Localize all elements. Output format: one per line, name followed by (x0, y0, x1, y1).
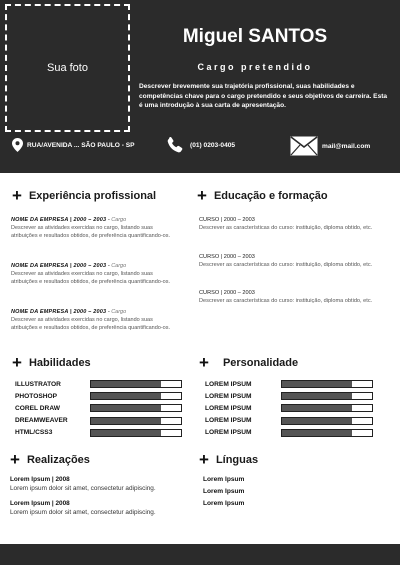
skill-level-bar (90, 429, 182, 437)
experience-description: Descrever as atividades exercidas no cargo, listando suas atribuições e resultados obtidos, de preferência quantificando-os. (11, 317, 170, 331)
skill-label: PHOTOSHOP (15, 392, 58, 400)
trait-label: LOREM IPSUM (205, 429, 252, 437)
contact-phone (166, 136, 235, 154)
email-text: mail@mail.com (322, 142, 371, 150)
level-fill (282, 381, 352, 387)
education-description: Descrever as características do curso: instituição, diploma obtido, etc. (199, 262, 373, 269)
skill-label: HTML/CSS3 (15, 429, 53, 437)
experience-item: NOME DA EMPRESA | 2000 – 2003 - Cargo Descrever as atividades exercidas no cargo, listando suas atribuições e resultados obtidos, de preferência quantificando-os. (11, 262, 176, 286)
experience-company: NOME DA EMPRESA | 2000 – 2003 (11, 217, 107, 223)
plus-icon: + (199, 450, 209, 469)
level-fill (91, 430, 161, 436)
plus-icon: + (197, 186, 207, 205)
trait-level-bar (281, 404, 373, 412)
section-title-personality (199, 354, 298, 371)
achievement-item (10, 475, 156, 493)
skill-row (15, 379, 182, 389)
phone-icon (166, 136, 184, 154)
plus-icon: + (199, 353, 209, 372)
candidate-name: Miguel SANTOS (182, 26, 328, 47)
trait-label: LOREM IPSUM (205, 417, 252, 425)
skill-level-bar (90, 392, 182, 400)
education-item (199, 289, 389, 306)
envelope-icon (290, 136, 318, 156)
address-text: RUA/AVENIDA ... SÃO PAULO - SP (27, 141, 135, 149)
language-item: Lorem Ipsum (203, 488, 245, 495)
level-fill (282, 393, 352, 399)
level-fill (91, 405, 161, 411)
contact-email (290, 136, 370, 156)
trait-level-bar (281, 417, 373, 425)
skill-row (15, 416, 182, 426)
contact-address (12, 138, 135, 152)
skill-level-bar (90, 404, 182, 412)
resume-footer (0, 544, 400, 565)
trait-level-bar (281, 380, 373, 388)
experience-company: NOME DA EMPRESA | 2000 – 2003 (11, 263, 107, 269)
trait-label: LOREM IPSUM (205, 380, 252, 388)
experience-item: NOME DA EMPRESA | 2000 – 2003 - Cargo Descrever as atividades exercidas no cargo, listando suas atribuições e resultados obtidos, de preferência quantificando-os. (11, 308, 176, 332)
photo-placeholder[interactable] (5, 4, 130, 132)
section-title-experience (12, 187, 156, 204)
skill-label: DREAMWEAVER (15, 417, 68, 425)
intro-text: Descrever brevemente sua trajetória profissional, suas habilidades e competências chave para o cargo pretendido e seus objetivos de carreira. Esta é uma introdução à sua carta de apresentação. (139, 83, 388, 110)
trait-row (205, 428, 373, 438)
achievement-description: Lorem ipsum dolor sit amet, consectetur adipiscing. (10, 509, 156, 516)
experience-description: Descrever as atividades exercidas no cargo, listando suas atribuições e resultados obtidos, de preferência quantificando-os. (11, 225, 170, 239)
level-fill (282, 418, 352, 424)
experience-item: NOME DA EMPRESA | 2000 – 2003 - Cargo Descrever as atividades exercidas no cargo, listando suas atribuições e resultados obtidos, de preferência quantificando-os. (11, 216, 176, 240)
education-item (199, 253, 389, 270)
achievement-description: Lorem ipsum dolor sit amet, consectetur adipiscing. (10, 485, 156, 492)
section-title-skills (12, 354, 91, 371)
skill-label: ILLUSTRATOR (15, 380, 61, 388)
skill-label: COREL DRAW (15, 404, 60, 412)
experience-description: Descrever as atividades exercidas no cargo, listando suas atribuições e resultados obtidos, de preferência quantificando-os. (11, 271, 170, 285)
skill-row (15, 428, 182, 438)
trait-level-bar (281, 392, 373, 400)
personality-title: Personalidade (222, 356, 299, 369)
education-description: Descrever as características do curso: instituição, diploma obtido, etc. (199, 298, 373, 305)
trait-row (205, 379, 373, 389)
plus-icon: + (12, 186, 22, 205)
section-title-achievements (10, 451, 90, 468)
achievement-title: Lorem Ipsum | 2008 (10, 476, 70, 483)
education-course: CURSO | 2000 – 2003 (199, 217, 255, 223)
phone-text: (01) 0203-0405 (190, 141, 236, 149)
resume-header (0, 0, 400, 173)
trait-row (205, 391, 373, 401)
education-title: Educação e formação (213, 189, 328, 202)
trait-label: LOREM IPSUM (205, 404, 252, 412)
trait-label: LOREM IPSUM (205, 392, 252, 400)
education-item (199, 216, 389, 233)
level-fill (282, 405, 352, 411)
trait-row (205, 416, 373, 426)
skill-level-bar (90, 380, 182, 388)
education-description: Descrever as características do curso: instituição, diploma obtido, etc. (199, 225, 373, 232)
photo-label: Sua foto (47, 62, 88, 74)
level-fill (91, 393, 161, 399)
skill-row (15, 403, 182, 413)
achievements-title: Realizações (26, 453, 90, 466)
section-title-education (197, 187, 328, 204)
experience-role: Cargo (111, 217, 127, 223)
level-fill (91, 381, 161, 387)
experience-role: Cargo (111, 263, 127, 269)
experience-company: NOME DA EMPRESA | 2000 – 2003 (11, 309, 107, 315)
experience-title: Experiência profissional (28, 189, 157, 202)
trait-row (205, 403, 373, 413)
level-fill (282, 430, 352, 436)
experience-role: Cargo (111, 309, 127, 315)
map-pin-icon (12, 138, 23, 152)
education-course: CURSO | 2000 – 2003 (199, 290, 255, 296)
target-role: Cargo pretendido (197, 62, 313, 72)
achievement-title: Lorem Ipsum | 2008 (10, 500, 70, 507)
languages-title: Línguas (215, 453, 259, 466)
level-fill (91, 418, 161, 424)
language-item: Lorem Ipsum (203, 500, 245, 507)
section-title-languages (199, 451, 258, 468)
achievement-item (10, 499, 156, 517)
skill-row (15, 391, 182, 401)
skills-title: Habilidades (28, 356, 91, 369)
language-item: Lorem Ipsum (203, 476, 245, 483)
plus-icon: + (10, 450, 20, 469)
education-course: CURSO | 2000 – 2003 (199, 254, 255, 260)
trait-level-bar (281, 429, 373, 437)
plus-icon: + (12, 353, 22, 372)
skill-level-bar (90, 417, 182, 425)
